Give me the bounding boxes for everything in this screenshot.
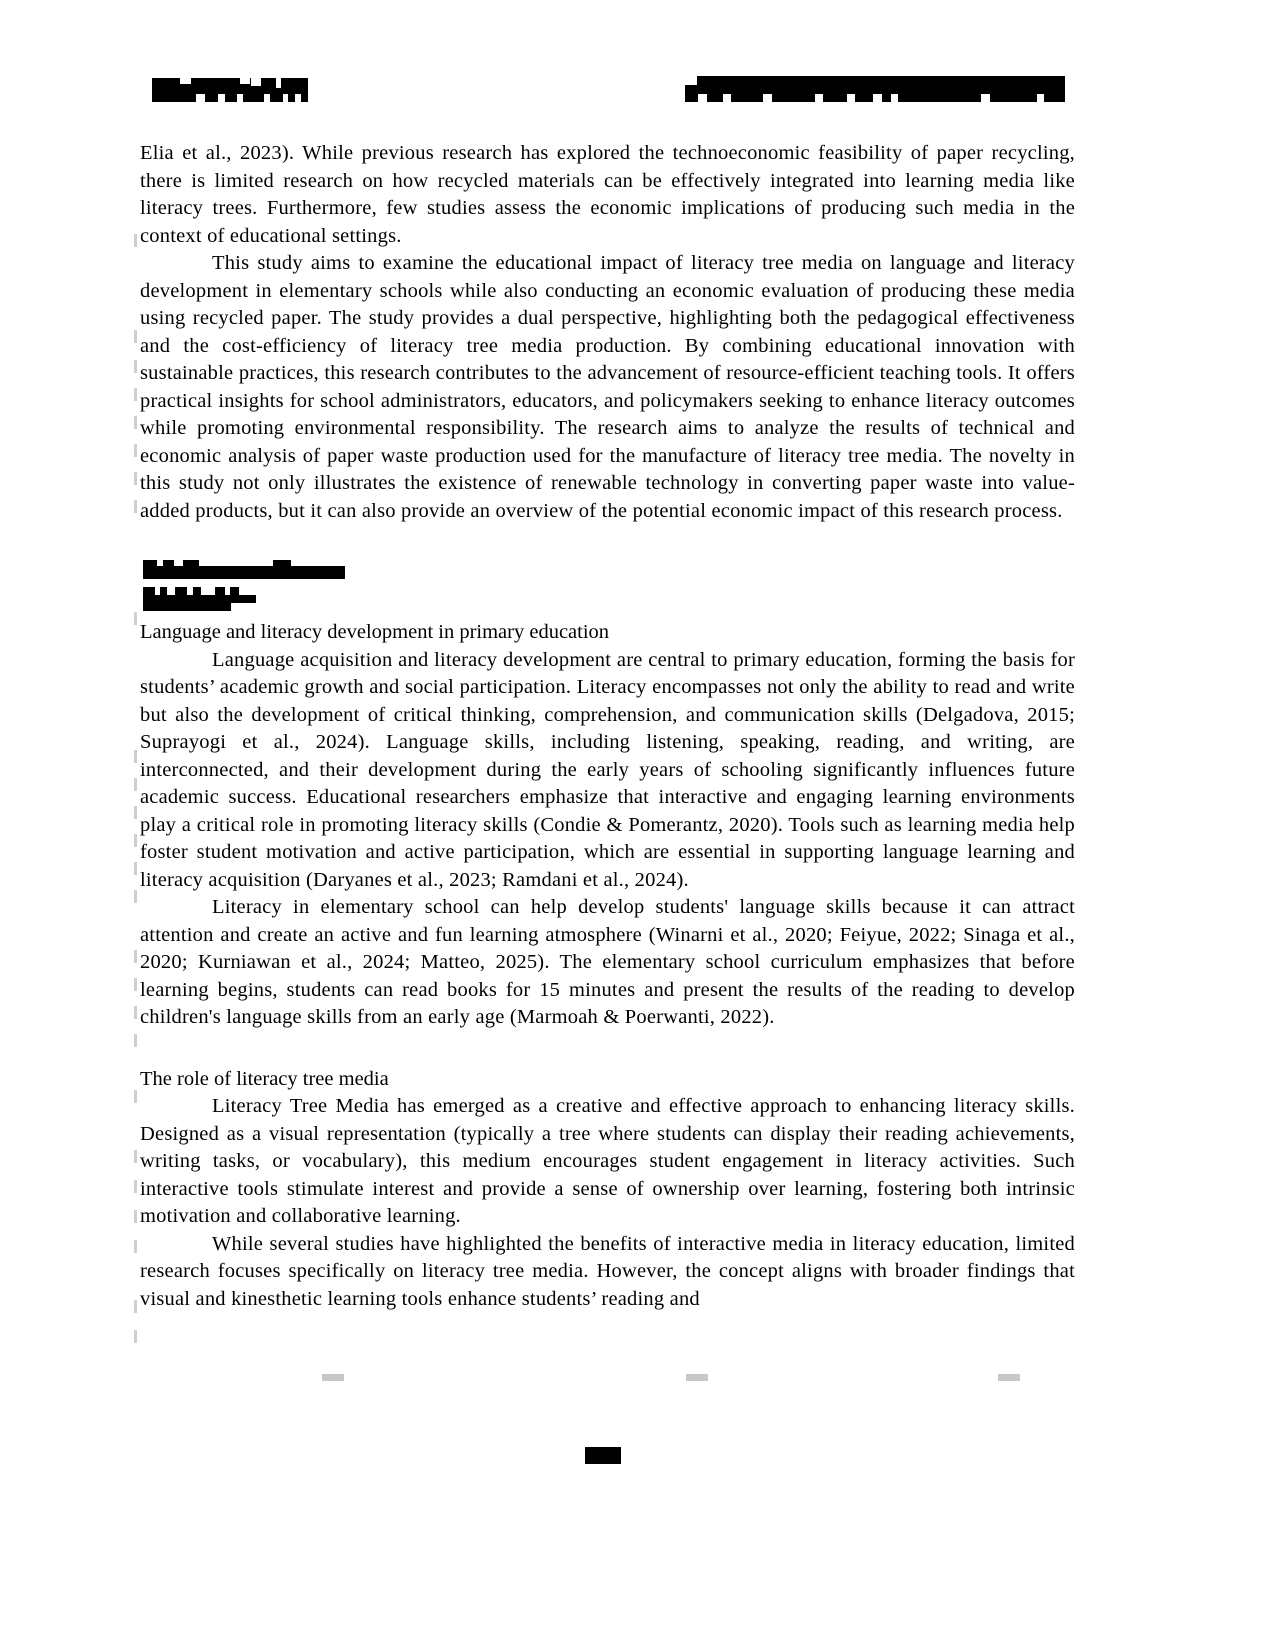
subsection-heading-redacted xyxy=(140,583,1075,619)
scan-speck xyxy=(322,1374,344,1381)
paragraph-language-acquisition: Language acquisition and literacy development are central to primary education, forming the basis for students’ academic growth and social participation. Literacy encompasses not only the ability to read and write but also the development of critical thinking, comprehension, and communication skills (Delgadova, 2015; Suprayogi et al., 2024). Language skills, including listening, speaking, reading, and writing, are interconnected, and their development during the early years of schooling significantly influences future academic success. Educational researchers emphasize that interactive and engaging learning environments play a critical role in promoting literacy skills (Condie & Pomerantz, 2020). Tools such as learning media help foster student motivation and active participation, which are essential in supporting language learning and literacy acquisition (Daryanes et al., 2023; Ramdani et al., 2024). xyxy=(140,648,1075,891)
section-heading-redacted xyxy=(140,551,1075,583)
paragraph-literacy-tree-media: Literacy Tree Media has emerged as a creative and effective approach to enhancing literacy skills. Designed as a visual representation (typically a tree where students can display their reading achievements, writing tasks, or vocabulary), this medium encourages student engagement in literacy activities. Such interactive tools stimulate interest and provide a sense of ownership over learning, fostering both intrinsic motivation and collaborative learning. xyxy=(140,1095,1075,1227)
paragraph-literacy-elementary-school: Literacy in elementary school can help develop students' language skills because it can attract attention and create an active and fun learning atmosphere (Winarni et al., 2020; Feiyue, 2022; Sinaga et al., 2020; Kurniawan et al., 2024; Matteo, 2025). The elementary school curriculum emphasizes that before learning begins, students can read books for 15 minutes and present the results of the reading to develop children's language skills from an early age (Marmoah & Poerwanti, 2022). xyxy=(140,896,1075,1028)
paragraph-interactive-media-studies: While several studies have highlighted the benefits of interactive media in literacy education, limited research focuses specifically on literacy tree media. However, the concept aligns with broader findings that visual and kinesthetic learning tools enhance students’ reading and xyxy=(140,1232,1075,1310)
page-footer xyxy=(0,1443,1275,1473)
subheading-role-of-literacy-tree-media: The role of literacy tree media xyxy=(140,1067,389,1090)
subsection-heading-redaction-bar xyxy=(143,587,256,611)
header-left-redaction-bar xyxy=(152,78,308,102)
article-body xyxy=(140,140,1075,1313)
header-right-redaction-bar xyxy=(685,76,1065,102)
section-heading-redaction-bar xyxy=(143,560,345,579)
paragraph-intro-gap: Elia et al., 2023). While previous research has explored the technoeconomic feasibility of paper recycling, there is limited research on how recycled materials can be effectively integrated into learning media like literacy trees. Furthermore, few studies assess the economic implications of producing such media in the context of educational settings. xyxy=(140,142,1075,247)
subheading-language-literacy-development: Language and literacy development in primary education xyxy=(140,621,610,643)
paragraph-study-aims: This study aims to examine the educational impact of literacy tree media on language and literacy development in elementary schools while also conducting an economic evaluation of producing these media using recycled paper. The study provides a dual perspective, highlighting both the pedagogical effectiveness and the cost-efficiency of literacy tree media production. By combining educational innovation with sustainable practices, this research contributes to the advancement of resource-efficient teaching tools. It offers practical insights for school administrators, educators, and policymakers seeking to enhance literacy outcomes while promoting environmental responsibility. The research aims to analyze the results of technical and economic analysis of paper waste production used for the manufacture of literacy tree media. The novelty in this study not only illustrates the existence of renewable technology in converting paper waste into value-added products, but it can also provide an overview of the potential economic impact of this research process. xyxy=(140,252,1075,522)
scan-speck xyxy=(686,1374,708,1381)
scan-speck xyxy=(998,1374,1020,1381)
page-number-redaction-bar xyxy=(585,1447,621,1464)
running-header xyxy=(0,72,1275,106)
